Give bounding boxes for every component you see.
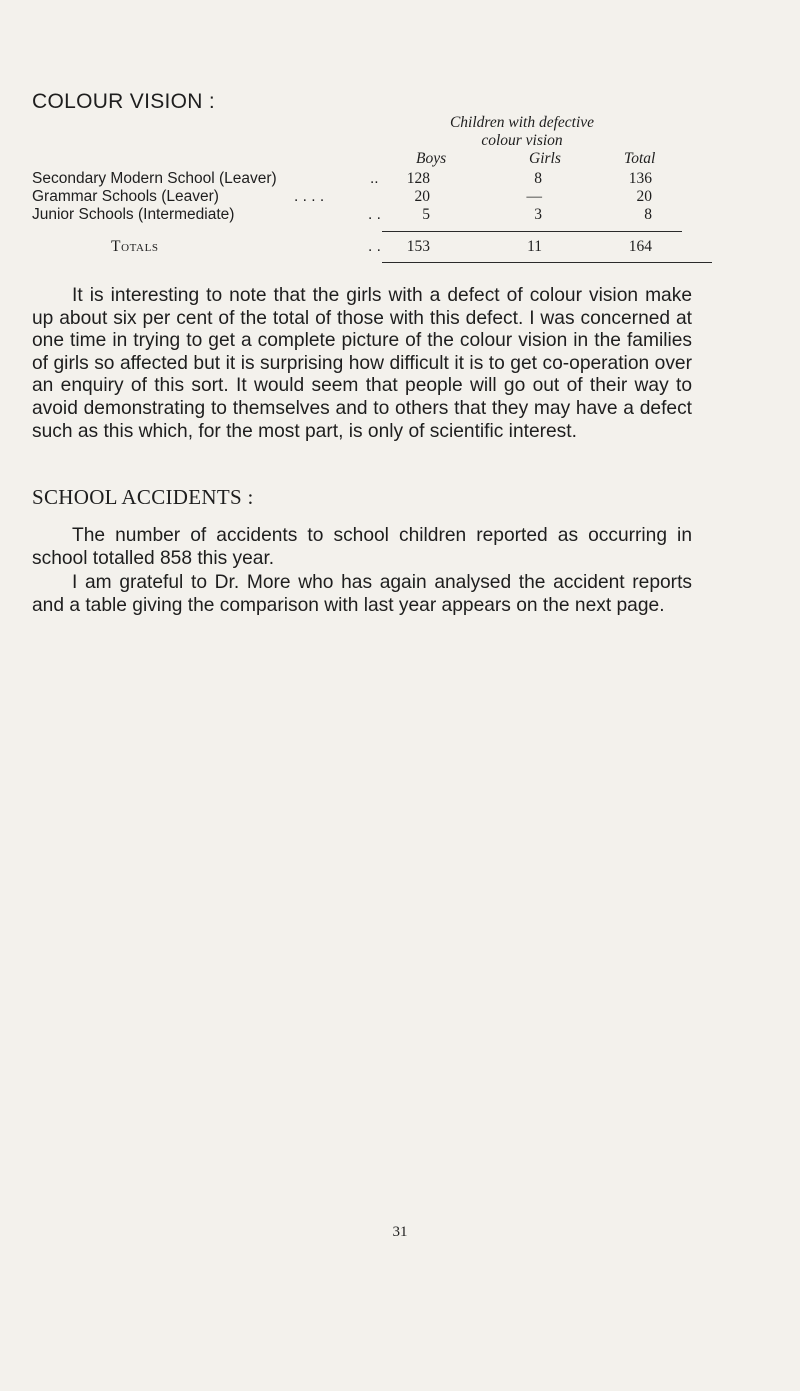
table-super-header-line1: Children with defective <box>449 114 595 131</box>
leader-dots: . . <box>368 238 381 255</box>
colour-vision-heading: COLOUR VISION : <box>32 90 216 113</box>
leader-dots: .. <box>370 170 379 187</box>
cell-total: 20 <box>636 188 652 205</box>
leader-dots: . . <box>368 206 381 223</box>
leader-dots: . . . . <box>294 188 325 205</box>
total-girls: 11 <box>527 238 542 255</box>
accidents-paragraph-2: I am grateful to Dr. More who has again analysed the accident reports and a table giving the comparison with last year appears on the next page. <box>32 572 692 616</box>
colour-vision-paragraph: It is interesting to note that the girls with a defect of colour vision make up about six per cent of the total of those with this defect. I was concerned at one time in trying to get a complete picture of the colour vision in the families of girls so affected but it is surprising how difficult it is to get co-operation over an enquiry of this sort. It would seem that people will go out of their way to avoid demonstrating to themselves and to others that they may have a defect such as this which, for the most part, is only of scientific interest. <box>32 285 692 442</box>
cell-boys: 128 <box>406 170 430 187</box>
cell-girls: — <box>526 188 542 205</box>
table-super-header-line2: colour vision <box>481 132 563 149</box>
total-total: 164 <box>628 238 652 255</box>
cell-girls: 8 <box>534 170 542 187</box>
row-label: Grammar Schools (Leaver) <box>32 188 219 205</box>
colour-vision-table <box>32 114 692 274</box>
school-accidents-heading: SCHOOL ACCIDENTS : <box>32 485 254 509</box>
totals-top-rule <box>382 231 682 232</box>
page-number: 31 <box>392 1224 408 1240</box>
column-header-total: Total <box>624 150 656 167</box>
row-label: Junior Schools (Intermediate) <box>32 206 235 223</box>
cell-boys: 5 <box>422 206 430 223</box>
column-header-girls: Girls <box>529 150 561 167</box>
totals-bottom-rule <box>382 262 712 263</box>
total-boys: 153 <box>406 238 430 255</box>
cell-boys: 20 <box>414 188 430 205</box>
column-header-boys: Boys <box>416 150 447 167</box>
accidents-paragraph-1: The number of accidents to school children reported as occurring in school totalled 858 this year. <box>32 525 692 569</box>
cell-total: 136 <box>628 170 652 187</box>
row-label: Secondary Modern School (Leaver) <box>32 170 277 187</box>
cell-total: 8 <box>644 206 652 223</box>
totals-label: Totals <box>111 238 159 255</box>
cell-girls: 3 <box>534 206 542 223</box>
